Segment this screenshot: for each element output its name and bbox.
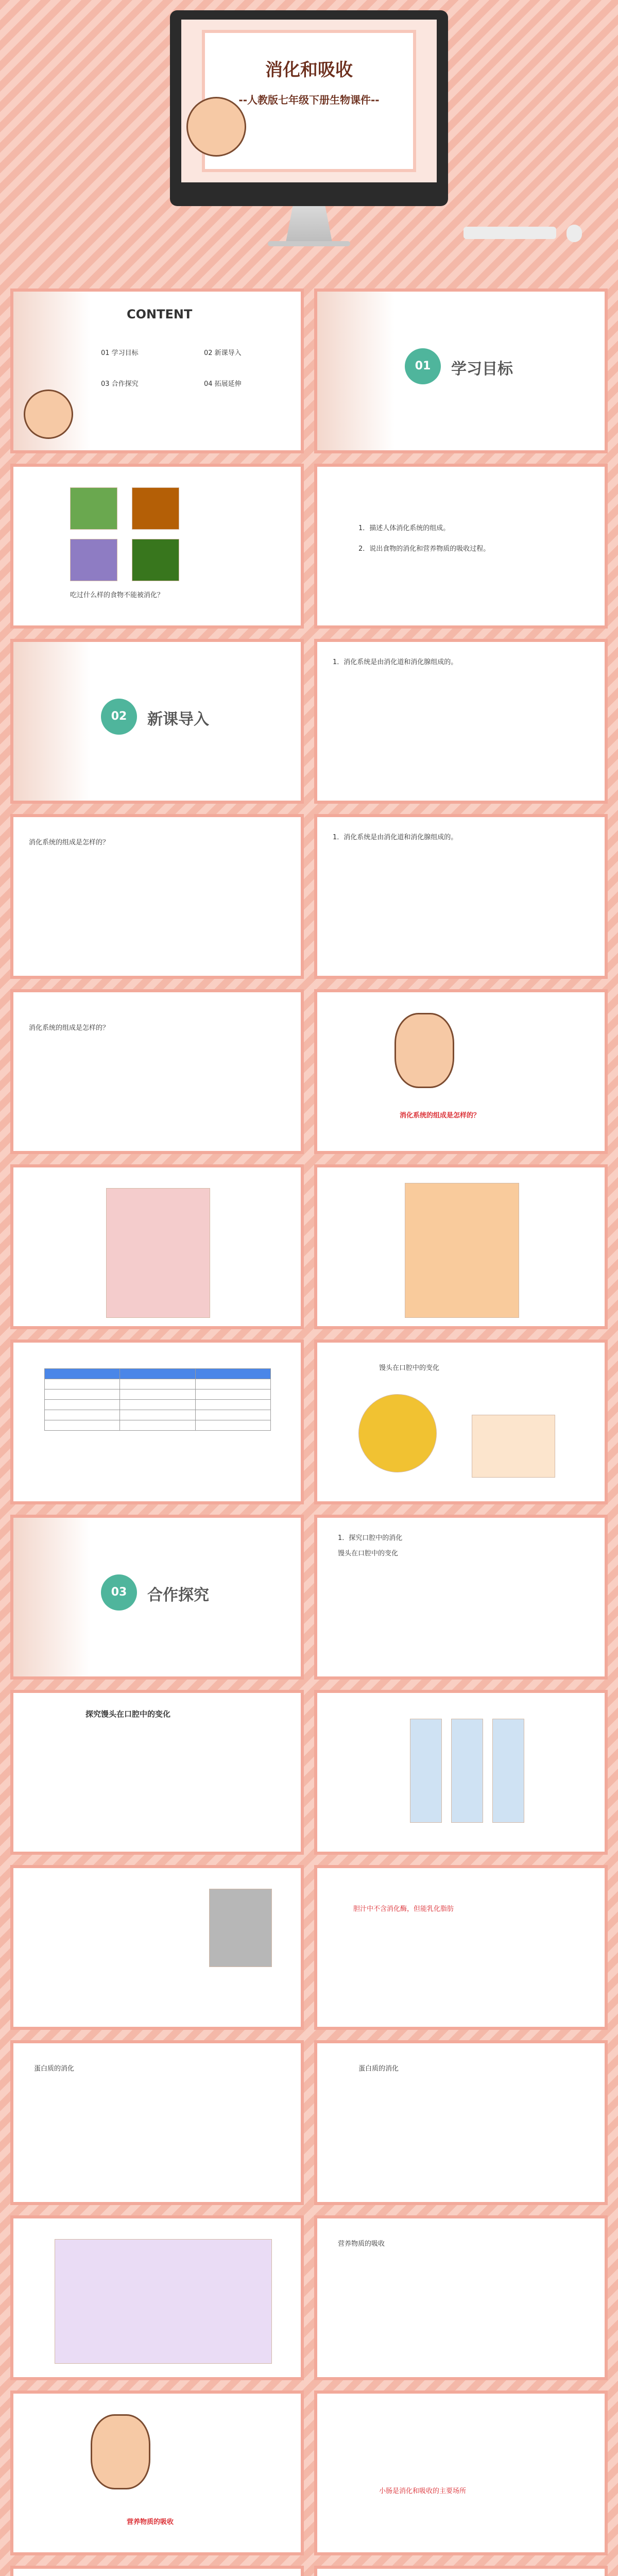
slide-digest-question — [10, 814, 304, 979]
section-label: 合作探究 — [147, 1586, 209, 1604]
slide-protein — [10, 2040, 304, 2205]
cartoon-student — [24, 389, 73, 439]
vegetable-image — [70, 487, 117, 530]
cover-title: 消化和吸收 — [265, 60, 353, 80]
slide-small-intestine — [314, 2391, 608, 2555]
intro-question: 1．消化系统是由消化道和消化腺组成的。 — [333, 834, 458, 841]
goal-1: 1．描述人体消化系统的组成。 — [358, 524, 450, 532]
experiment-title: 探究馒头在口腔中的变化 — [85, 1709, 171, 1719]
cover-screen — [181, 20, 437, 182]
bile-text: 胆汁中不含消化酶，但能乳化脂肪 — [353, 1905, 454, 1913]
slide-think-2 — [10, 2391, 304, 2555]
slide-goals-text — [314, 464, 608, 629]
slide-experiment — [10, 1690, 304, 1855]
think-text: 营养物质的吸收 — [127, 2518, 174, 2526]
flow-text: 蛋白质的消化 — [358, 2065, 399, 2073]
slide-structure — [10, 2566, 304, 2576]
slide-digestive-table — [10, 1340, 304, 1504]
digestion-flow-diagram — [55, 2239, 272, 2364]
slide-food-question — [10, 464, 304, 629]
small-intestine-text: 小肠是消化和吸收的主要场所 — [379, 2487, 467, 2495]
bread-image — [358, 1394, 437, 1472]
cartoon-boy — [91, 2414, 150, 2489]
contents-item-3: 03 合作探究 — [101, 380, 139, 388]
slide-intro-question — [314, 639, 608, 804]
bookshelf-decoration — [317, 292, 394, 450]
explore-question-2: 馒头在口腔中的变化 — [338, 1550, 399, 1557]
section-label: 新课导入 — [147, 710, 209, 728]
bookshelf-decoration — [13, 642, 91, 801]
think-text: 消化系统的组成是怎样的？ — [400, 1112, 480, 1120]
food-image — [132, 539, 179, 581]
food-image — [132, 487, 179, 530]
section-label: 学习目标 — [451, 360, 513, 378]
slide-results-table — [10, 1865, 304, 2030]
cartoon-student — [186, 97, 246, 157]
digestive-organs-diagram — [405, 1183, 519, 1318]
contents-item-1: 01 学习目标 — [101, 349, 139, 357]
bread-question: 馒头在口腔中的变化 — [379, 1364, 440, 1372]
slide-flow — [314, 2040, 608, 2205]
digest-question: 消化系统的组成是怎样的？ — [29, 839, 110, 846]
test-tube — [492, 1719, 524, 1823]
intro-question: 1．消化系统是由消化道和消化腺组成的。 — [333, 658, 458, 666]
slide-digestive-diagram — [10, 1164, 304, 1329]
question-text: 消化系统的组成是怎样的？ — [29, 1024, 110, 1032]
digestive-system-diagram — [106, 1188, 210, 1318]
slide-explore-text — [314, 1515, 608, 1680]
contents-item-4: 04 拓展延伸 — [204, 380, 242, 388]
bun-image — [472, 1415, 555, 1478]
slide-contents — [10, 289, 304, 453]
cover-subtitle: --人教版七年级下册生物课件-- — [238, 94, 380, 106]
section-number: 01 — [405, 348, 441, 384]
slide-digestive-organs — [314, 1164, 608, 1329]
test-tube — [410, 1719, 442, 1823]
slide-section-intro — [10, 639, 304, 804]
slide-intro-choices — [314, 814, 608, 979]
explore-question-1: 1．探究口腔中的消化 — [338, 1534, 403, 1542]
slide-absorb-text — [314, 2215, 608, 2380]
slide-digestion-chart — [10, 2215, 304, 2380]
section-number: 02 — [101, 699, 137, 735]
monitor-stand — [286, 206, 332, 242]
organ-table — [44, 1368, 271, 1431]
slide-tubes — [314, 1690, 608, 1855]
goal-2: 2．说出食物的消化和营养物质的吸收过程。 — [358, 545, 490, 553]
food-image — [70, 539, 117, 581]
monitor-base — [268, 241, 350, 246]
mouth-image — [209, 1889, 272, 1967]
slide-section-explore — [10, 1515, 304, 1680]
cartoon-boy — [394, 1013, 454, 1088]
slide-questions — [10, 989, 304, 1154]
absorb-title: 营养物质的吸收 — [338, 2240, 385, 2248]
contents-heading: CONTENT — [127, 307, 193, 321]
slide-bile — [314, 1865, 608, 2030]
section-number: 03 — [101, 1574, 137, 1611]
slide-section-goals — [314, 289, 608, 453]
protein-text: 蛋白质的消化 — [34, 2065, 75, 2073]
keyboard — [464, 227, 556, 239]
slide-villi — [314, 2566, 608, 2576]
food-question: 吃过什么样的食物不能被消化？ — [70, 591, 164, 599]
test-tube — [451, 1719, 483, 1823]
slide-think — [314, 989, 608, 1154]
mouse — [566, 225, 582, 242]
slide-bread — [314, 1340, 608, 1504]
bookshelf-decoration — [13, 1518, 91, 1676]
contents-item-2: 02 新课导入 — [204, 349, 242, 357]
